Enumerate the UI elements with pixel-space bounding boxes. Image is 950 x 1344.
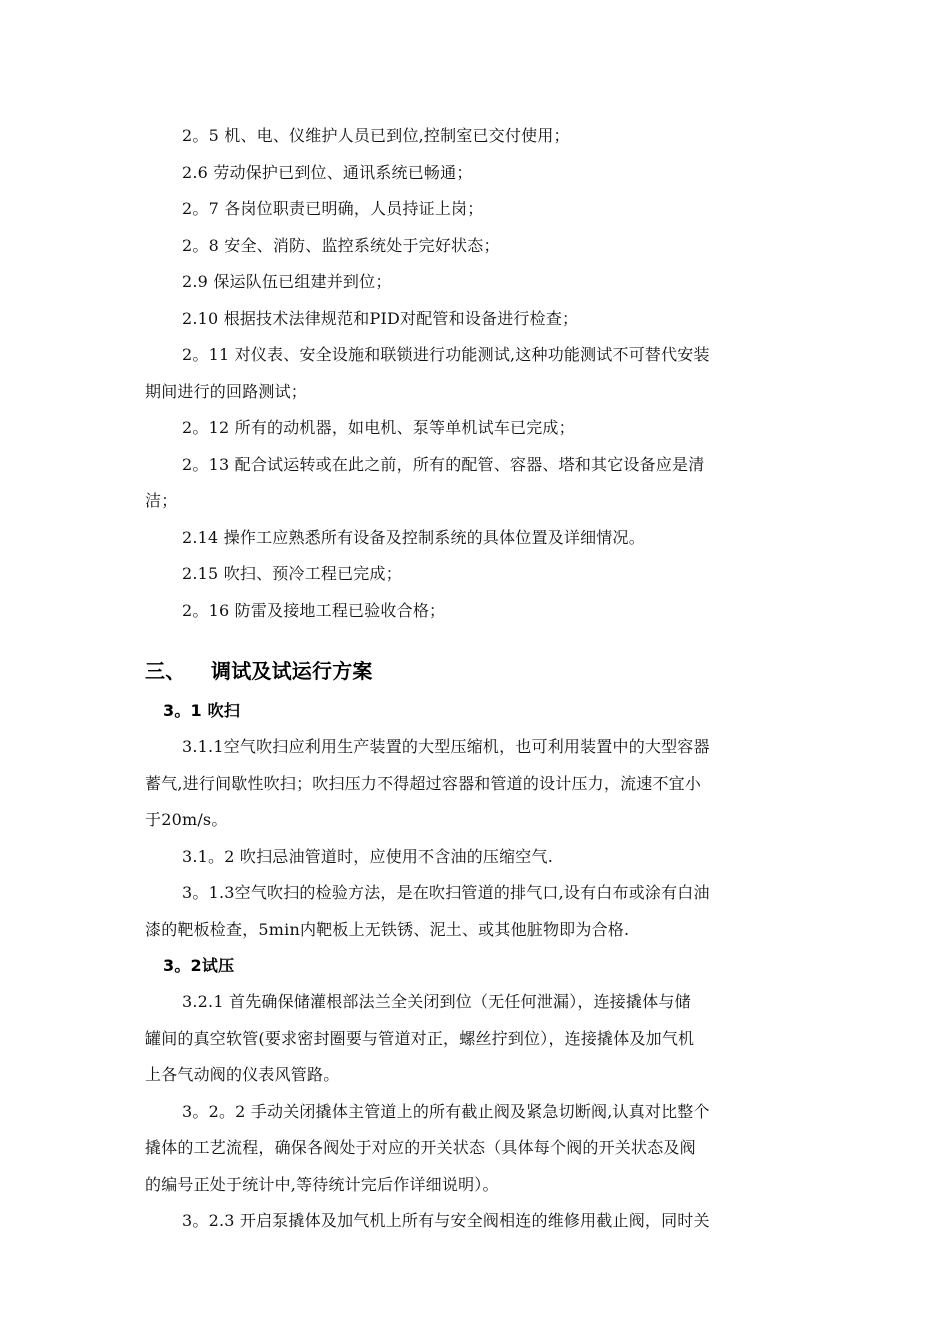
list-item-2-15: [145, 556, 810, 593]
paragraph-line: 3。2。2 手动关闭撬体主管道上的所有截止阀及紧急切断阀,认真对比整个: [182, 1101, 710, 1121]
paragraph-line: 上各气动阀的仪表风管路。: [145, 1065, 340, 1084]
paragraph-3-2-1: [145, 984, 810, 1094]
paragraph-line: 2。7 各岗位职责已明确，人员持证上岗；: [182, 199, 484, 218]
paragraph-3-2-2: [145, 1094, 810, 1204]
paragraph-line: 2.10 根据技术法律规范和PID对配管和设备进行检查；: [182, 308, 579, 328]
section-spacer: [145, 629, 810, 649]
list-item-2-12: [145, 410, 810, 447]
paragraph-line: 3.1。2 吹扫忌油管道时，应使用不含油的压缩空气.: [182, 846, 553, 866]
paragraph-line: 蓄气,进行间歇性吹扫；吹扫压力不得超过容器和管道的设计压力，流速不宜小: [145, 773, 702, 793]
paragraph-line: 洁；: [145, 491, 178, 510]
paragraph-line: 2。13 配合试运转或在此之前，所有的配管、容器、塔和其它设备应是清: [182, 454, 705, 474]
document-body: [145, 118, 810, 1240]
subsection-heading-3-1: 3。1 吹扫: [163, 701, 241, 720]
paragraph-line: 2。8 安全、消防、监控系统处于完好状态；: [182, 235, 500, 255]
paragraph-3-1-1: [145, 729, 810, 839]
paragraph-line: 3.2.1 首先确保储灌根部法兰全关闭到位（无任何泄漏），连接撬体与储: [182, 992, 691, 1011]
paragraph-3-1-3: [145, 875, 810, 948]
list-item-2-11: [145, 337, 810, 410]
paragraph-3-2-3: [145, 1203, 810, 1240]
list-item-2-13: [145, 447, 810, 520]
list-item-2-7: [145, 191, 810, 228]
list-item-2-9: [145, 264, 810, 301]
paragraph-line: 期间进行的回路测试；: [145, 381, 308, 401]
section-heading: [145, 649, 810, 693]
list-item-2-8: [145, 228, 810, 265]
paragraph-line: 2。12 所有的动机器，如电机、泵等单机试车已完成；: [182, 418, 575, 437]
paragraph-line: 罐间的真空软管(要求密封圈要与管道对正，螺丝拧到位），连接撬体及加气机: [145, 1028, 695, 1048]
paragraph-line: 3.1.1空气吹扫应利用生产装置的大型压缩机，也可利用装置中的大型容器: [182, 737, 710, 756]
paragraph-line: 3。1.3空气吹扫的检验方法，是在吹扫管道的排气口,设有白布或涂有白油: [182, 883, 710, 902]
paragraph-line: 撬体的工艺流程，确保各阀处于对应的开关状态（具体每个阀的开关状态及阀: [145, 1138, 696, 1157]
paragraph-line: 2。5 机、电、仪维护人员已到位,控制室已交付使用；: [182, 126, 570, 145]
list-item-2-5: [145, 118, 810, 155]
paragraph-line: 2。16 防雷及接地工程已验收合格；: [182, 600, 446, 620]
list-item-2-14: [145, 520, 810, 557]
subsection-heading-3-2: 3。2试压: [163, 956, 235, 975]
paragraph-line: 2.9 保运队伍已组建并到位；: [182, 272, 392, 291]
list-item-2-16: [145, 593, 810, 630]
section-number: 三、: [145, 659, 186, 683]
paragraph-line: 2.6 劳动保护已到位、通讯系统已畅通；: [182, 162, 473, 182]
paragraph-line: 2.14 操作工应熟悉所有设备及控制系统的具体位置及详细情况。: [182, 527, 645, 547]
paragraph-line: 漆的靶板检查，5min内靶板上无铁锈、泥土、或其他脏物即为合格.: [145, 919, 630, 939]
paragraph-line: 2。11 对仪表、安全设施和联锁进行功能测试,这种功能测试不可替代安装: [182, 345, 710, 364]
paragraph-line: 2.15 吹扫、预冷工程已完成；: [182, 564, 402, 583]
list-item-2-10: [145, 301, 810, 338]
paragraph-line: 3。2.3 开启泵撬体及加气机上所有与安全阀相连的维修用截止阀，同时关: [182, 1211, 710, 1230]
paragraph-line: 于20m/s。: [145, 810, 228, 829]
list-item-2-6: [145, 155, 810, 192]
section-title: 调试及试运行方案: [211, 659, 373, 683]
paragraph-3-1-2: [145, 839, 810, 876]
paragraph-line: 的编号正处于统计中,等待统计完后作详细说明）。: [145, 1174, 499, 1194]
